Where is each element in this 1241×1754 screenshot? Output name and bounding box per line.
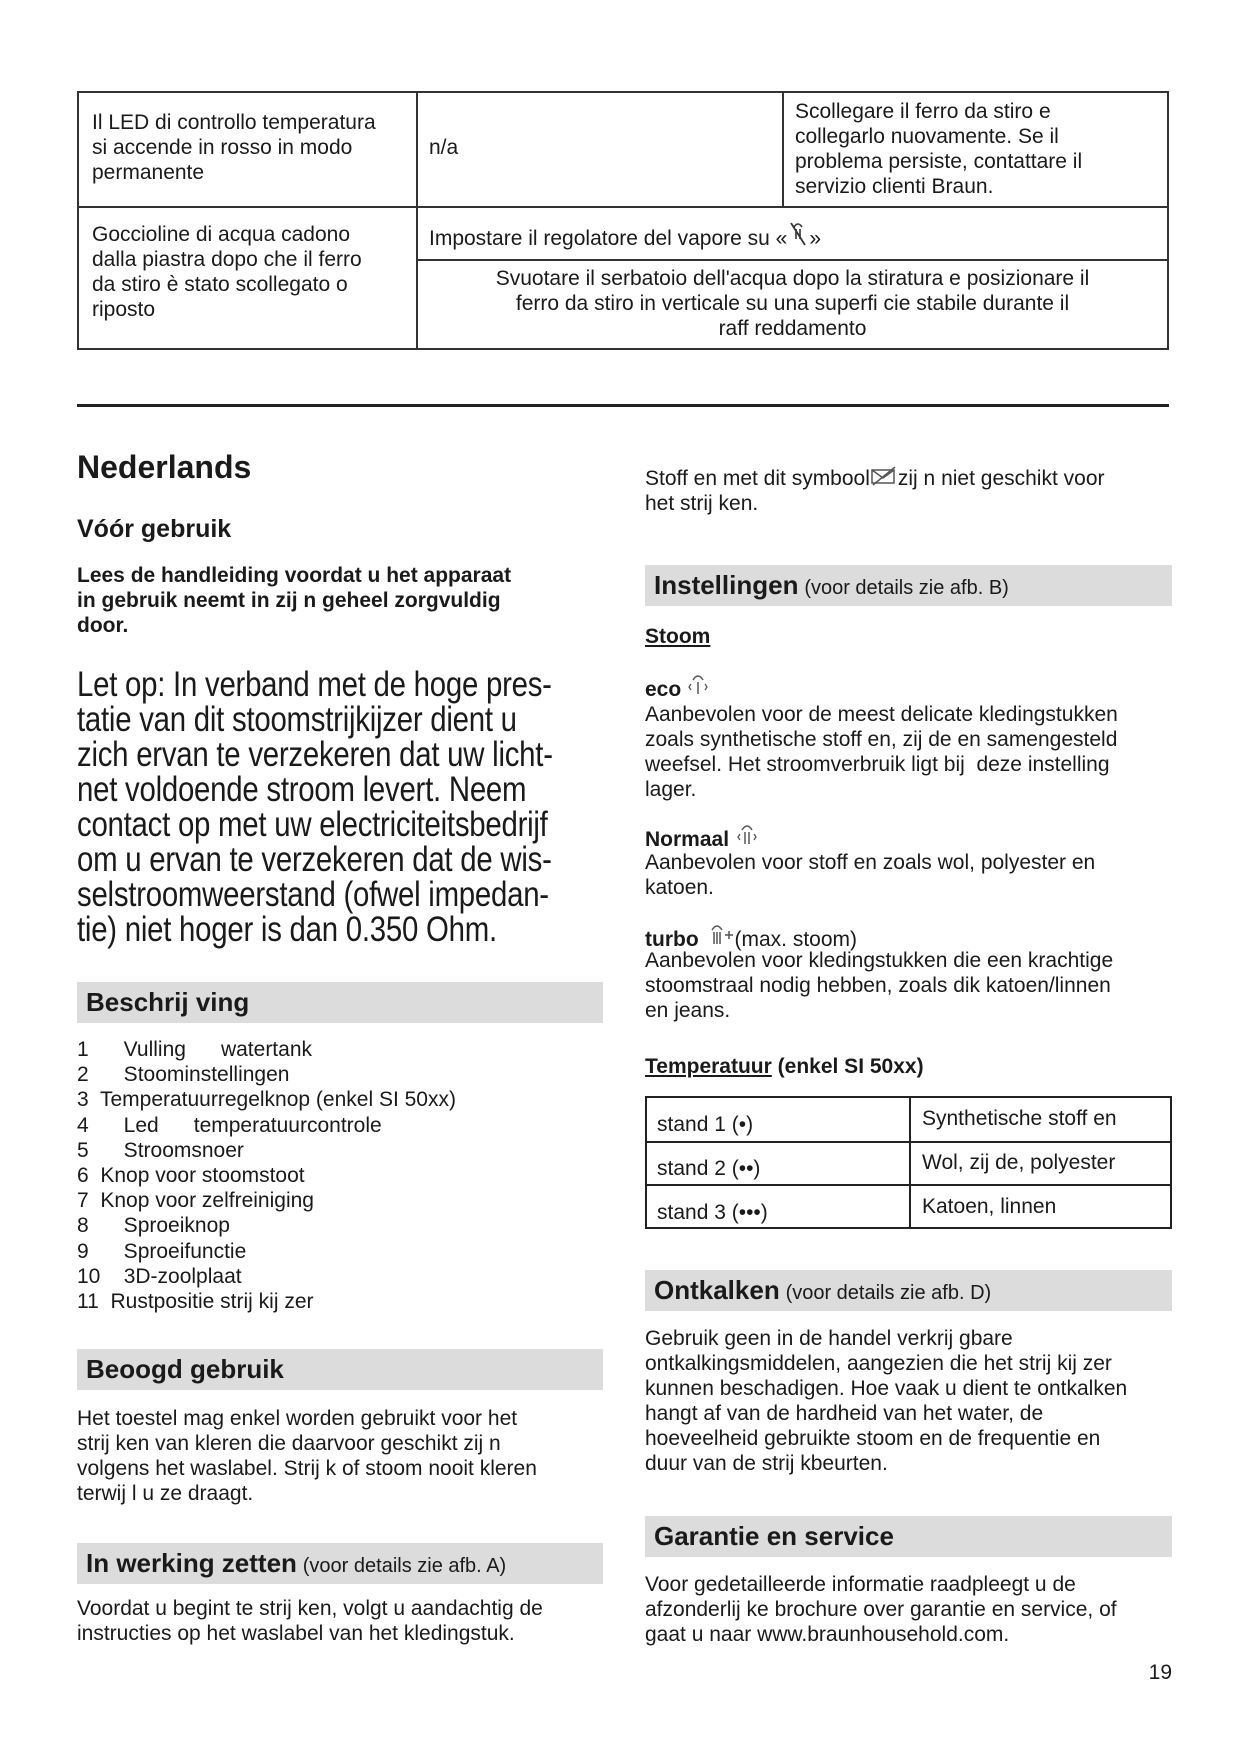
text-line: Gebruik geen in de handel verkrij gbare xyxy=(645,1327,1013,1350)
text-line: 11 Rustpositie strij kij zer xyxy=(77,1290,314,1314)
temperature-table xyxy=(645,1096,1172,1229)
temp-setting: stand 1 (•) xyxy=(657,1113,754,1136)
temperatuur-suffix: (enkel SI 50xx) xyxy=(777,1055,924,1078)
text-line: instructies op het waslabel van het kledingstuk. xyxy=(77,1622,515,1645)
intro-warning xyxy=(77,563,511,638)
text-line: afzonderlij ke brochure over garantie en service, of xyxy=(645,1598,1117,1621)
descaling-text xyxy=(645,1326,1127,1476)
text-line: Aanbevolen voor kledingstukken die een krachtige xyxy=(645,949,1114,972)
text-line: Voor gedetailleerde informatie raadpleegt u de xyxy=(645,1573,1076,1596)
remedy-a-close: » xyxy=(809,227,822,250)
text-line: Voordat u begint te strij ken, volgt u aandachtig de xyxy=(77,1597,543,1620)
text-line: en jeans. xyxy=(645,999,731,1022)
subheading-stoom: Stoom xyxy=(645,625,711,648)
text-line: riposto xyxy=(92,298,156,321)
text-line: stoomstraal nodig hebben, zoals dik katoen/linnen xyxy=(645,974,1111,997)
no-ironing-symbol-icon xyxy=(870,465,898,487)
eco-description xyxy=(645,702,1118,802)
section-title: Garantie en service xyxy=(654,1521,894,1551)
table-divider xyxy=(909,1098,911,1227)
section-header-in-werking-zetten xyxy=(77,1543,603,1584)
section-title: Beoogd gebruik xyxy=(86,1354,284,1384)
eco-label: eco xyxy=(645,678,682,701)
text-line: net voldoende stroom levert. Neem xyxy=(77,770,527,809)
intended-use-text xyxy=(77,1406,537,1506)
text-line: 9 Sproeifunctie xyxy=(77,1239,247,1263)
text-line: hoeveelheid gebruikte stoom en de frequentie en xyxy=(645,1427,1101,1450)
row1-remedy xyxy=(795,99,1082,199)
row1-cause: n/a xyxy=(429,136,459,159)
text-line: Lees de handleiding voordat u het apparaat xyxy=(77,564,512,587)
text-line: raff reddamento xyxy=(718,317,867,340)
text-line: Goccioline di acqua cadono xyxy=(92,223,351,246)
steam-turbo-icon xyxy=(705,922,735,948)
normaal-description xyxy=(645,850,1095,900)
text-line: 5 Stroomsnoer xyxy=(77,1138,244,1162)
text-line: contact op met uw electriciteitsbedrijf xyxy=(77,805,548,844)
section-subtitle: (voor details zie afb. D) xyxy=(785,1282,992,1304)
section-header-garantie xyxy=(645,1516,1172,1557)
text-line: tie) niet hoger is dan 0.350 Ohm. xyxy=(77,910,497,949)
language-title: Nederlands xyxy=(77,449,252,485)
temp-setting: stand 3 (•••) xyxy=(657,1201,768,1224)
text-line: 3 Temperatuurregelknop (enkel SI 50xx) xyxy=(77,1088,456,1112)
text-line: in gebruik neemt in zij n geheel zorgvuldig xyxy=(77,589,501,612)
text-line: kunnen beschadigen. Hoe vaak u dient te ontkalken xyxy=(645,1377,1128,1400)
startup-text xyxy=(77,1596,543,1646)
table-divider xyxy=(647,1184,1170,1186)
normaal-setting xyxy=(645,822,759,852)
warranty-text xyxy=(645,1572,1117,1647)
text-line: strij ken van kleren die daarvoor geschikt zij n xyxy=(77,1432,501,1455)
section-title: In werking zetten xyxy=(86,1548,297,1578)
section-title: Beschrij ving xyxy=(86,987,250,1017)
text-line: collegarlo nuovamente. Se il xyxy=(795,125,1059,148)
text-line: selstroomweerstand (ofwel impedan- xyxy=(77,875,549,914)
text-line: si accende in rosso in modo xyxy=(92,136,353,159)
text-line: Svuotare il serbatoio dell'acqua dopo la stiratura e posizionare il xyxy=(495,267,1090,290)
normaal-label: Normaal xyxy=(645,828,730,851)
row2-remedy-a xyxy=(429,221,821,251)
text-line: door. xyxy=(77,614,129,637)
text-line: duur van de strij kbeurten. xyxy=(645,1452,888,1475)
turbo-description xyxy=(645,948,1113,1023)
row2-problem xyxy=(92,222,362,322)
text-line: Het toestel mag enkel worden gebruikt voor het xyxy=(77,1407,518,1430)
row2-remedy-b xyxy=(418,266,1167,341)
text-line: weefsel. Het stroomverbruik ligt bij deze instelling xyxy=(645,753,1110,776)
table-divider xyxy=(647,1141,1170,1143)
troubleshooting-table xyxy=(77,91,1169,350)
row1-problem xyxy=(92,110,376,185)
table-divider xyxy=(418,259,1167,261)
page-number: 19 xyxy=(1148,1661,1172,1684)
text-line: om u ervan te verzekeren dat de wis- xyxy=(77,840,552,879)
text-line: hangt af van de hardheid van het water, de xyxy=(645,1402,1044,1425)
steam-normal-icon xyxy=(735,822,759,848)
text-line: ferro da stiro in verticale su una superfi cie stabile durante il xyxy=(515,292,1070,315)
turbo-suffix: (max. stoom) xyxy=(734,928,858,951)
text-line: 4 Led temperatuurcontrole xyxy=(77,1113,382,1137)
section-divider xyxy=(77,404,1169,407)
continued-text-line2: het strij ken. xyxy=(645,492,759,515)
text-line: 10 3D-zoolplaat xyxy=(77,1264,242,1288)
section-subtitle: (voor details zie afb. B) xyxy=(804,577,1009,599)
section-header-ontkalken xyxy=(645,1270,1172,1311)
text-line: permanente xyxy=(92,161,205,184)
text-line: 7 Knop voor zelfreiniging xyxy=(77,1189,314,1213)
table-divider xyxy=(782,93,784,207)
continued-text-end: zij n niet geschikt voor xyxy=(897,467,1105,490)
text-line: Il LED di controllo temperatura xyxy=(92,111,376,134)
section-title: Instellingen xyxy=(654,570,799,600)
text-line: Let op: In verband met de hoge pres- xyxy=(77,665,552,704)
text-line: volgens het waslabel. Strij k of stoom nooit kleren xyxy=(77,1457,537,1480)
text-line: zoals synthetische stoff en, zij de en samengesteld xyxy=(645,728,1118,751)
text-line: dalla piastra dopo che il ferro xyxy=(92,248,362,271)
section-header-beoogd-gebruik xyxy=(77,1349,603,1390)
text-line: katoen. xyxy=(645,876,714,899)
continued-text xyxy=(645,465,1105,516)
text-line: 8 Sproeiknop xyxy=(77,1214,230,1238)
temp-setting: stand 2 (••) xyxy=(657,1157,761,1180)
steam-off-icon xyxy=(787,221,809,247)
steam-eco-icon xyxy=(687,672,709,698)
text-line: ontkalkingsmiddelen, aangezien die het strij kij zer xyxy=(645,1352,1112,1375)
eco-setting xyxy=(645,672,709,702)
power-notice xyxy=(77,667,553,947)
text-line: 2 Stoominstellingen xyxy=(77,1063,290,1087)
section-title: Ontkalken xyxy=(654,1275,780,1305)
text-line: terwij l u ze draagt. xyxy=(77,1482,254,1505)
continued-text-start: Stoff en met dit symbool xyxy=(645,467,870,490)
remedy-a-text: Impostare il regolatore del vapore su « xyxy=(429,227,788,250)
text-line: 6 Knop voor stoomstoot xyxy=(77,1164,305,1188)
text-line: lager. xyxy=(645,778,697,801)
temp-fabric: Wol, zij de, polyester xyxy=(922,1151,1116,1174)
text-line: problema persiste, contattare il xyxy=(795,150,1083,173)
parts-list xyxy=(77,1037,456,1314)
text-line: Scollegare il ferro da stiro e xyxy=(795,100,1051,123)
text-line: Aanbevolen voor de meest delicate kledingstukken xyxy=(645,703,1118,726)
section-header-beschrijving xyxy=(77,982,603,1023)
text-line: servizio clienti Braun. xyxy=(795,175,994,198)
text-line: da stiro è stato scollegato o xyxy=(92,273,348,296)
turbo-label: turbo xyxy=(645,928,699,951)
section-subtitle: (voor details zie afb. A) xyxy=(302,1555,507,1577)
text-line: 1 Vulling watertank xyxy=(77,1038,312,1061)
section-title-voor-gebruik: Vóór gebruik xyxy=(77,515,232,543)
text-line: tatie van dit stoomstrijkijzer dient u xyxy=(77,700,517,739)
temperatuur-label: Temperatuur xyxy=(645,1055,772,1078)
text-line: gaat u naar www.braunhousehold.com. xyxy=(645,1623,1010,1646)
table-divider xyxy=(79,206,1167,208)
text-line: zich ervan te verzekeren dat uw licht- xyxy=(77,735,553,774)
subheading-temperatuur xyxy=(645,1054,924,1079)
section-header-instellingen xyxy=(645,565,1172,606)
temp-fabric: Katoen, linnen xyxy=(922,1195,1057,1218)
temp-fabric: Synthetische stoff en xyxy=(922,1107,1117,1130)
text-line: Aanbevolen voor stoff en zoals wol, polyester en xyxy=(645,851,1096,874)
